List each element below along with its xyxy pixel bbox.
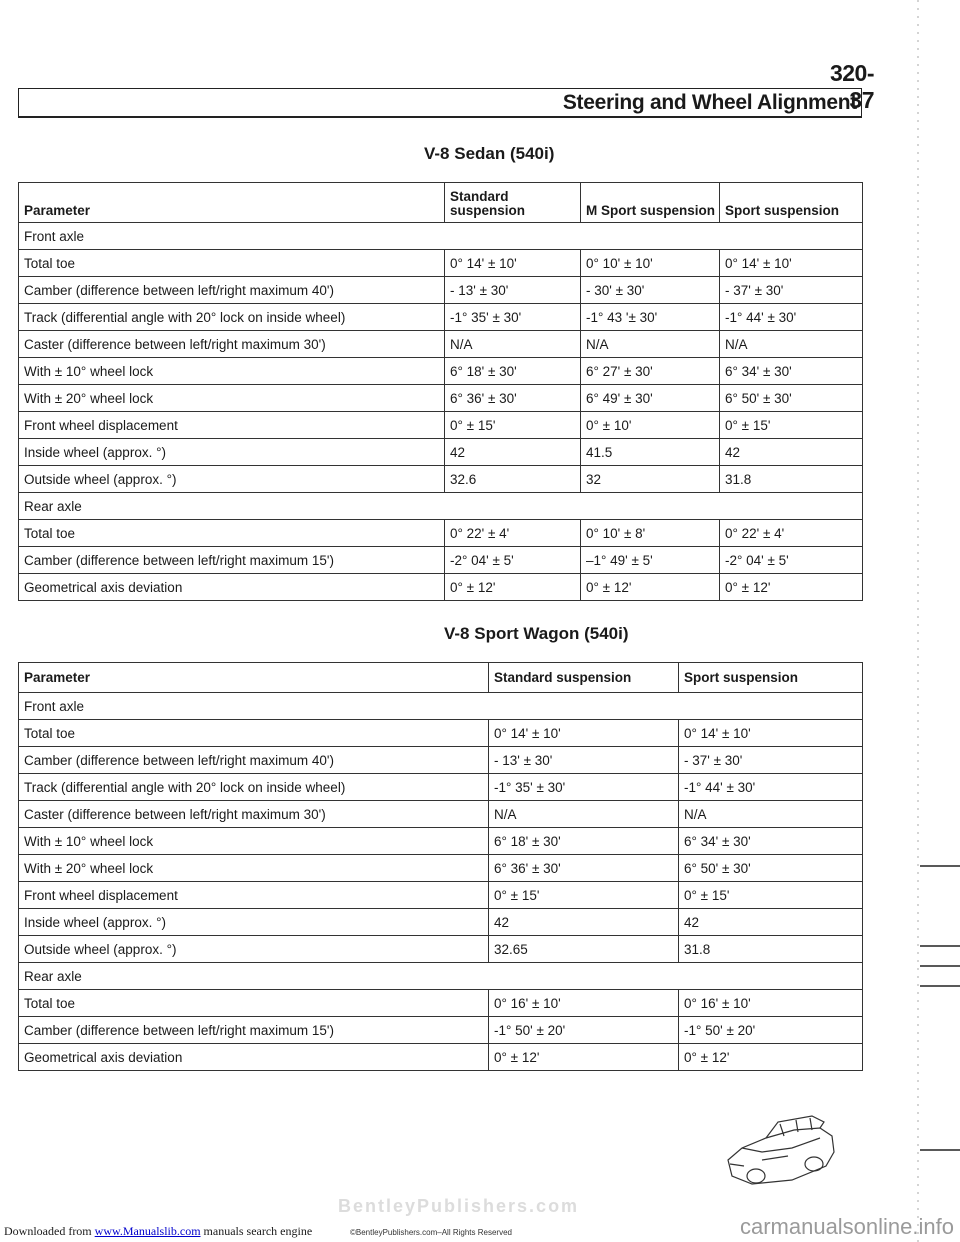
value-cell: -2° 04' ± 5' xyxy=(445,547,581,574)
value-cell: -1° 50' ± 20' xyxy=(679,1017,863,1044)
value-cell: 0° ± 12' xyxy=(720,574,863,601)
parameter-cell: With ± 20° wheel lock xyxy=(19,385,445,412)
table-row xyxy=(19,774,863,801)
value-cell: 6° 36' ± 30' xyxy=(445,385,581,412)
table-row xyxy=(19,882,863,909)
table-row xyxy=(19,909,863,936)
value-cell: 32 xyxy=(581,466,720,493)
parameter-cell: Geometrical axis deviation xyxy=(19,1044,489,1071)
table-row xyxy=(19,828,863,855)
table-row xyxy=(19,1044,863,1071)
value-cell: 6° 34' ± 30' xyxy=(720,358,863,385)
parameter-cell: Total toe xyxy=(19,520,445,547)
wagon-car-illustration xyxy=(722,1108,842,1192)
value-cell: 0° ± 15' xyxy=(720,412,863,439)
table-row xyxy=(19,855,863,882)
parameter-cell: Outside wheel (approx. °) xyxy=(19,466,445,493)
value-cell: 6° 18' ± 30' xyxy=(445,358,581,385)
footer-copyright: ©BentleyPublishers.com–All Rights Reserved xyxy=(350,1228,512,1237)
value-cell: 6° 50' ± 30' xyxy=(679,855,863,882)
column-header-parameter: Parameter xyxy=(19,183,445,223)
table-row xyxy=(19,331,863,358)
table-row xyxy=(19,358,863,385)
value-cell: 0° ± 15' xyxy=(489,882,679,909)
value-cell: -1° 35' ± 30' xyxy=(445,304,581,331)
section-label: Front axle xyxy=(19,223,863,250)
column-header-m-sport: M Sport suspension xyxy=(581,183,720,223)
value-cell: 0° 22' ± 4' xyxy=(445,520,581,547)
chapter-header-box xyxy=(18,88,862,118)
value-cell: N/A xyxy=(445,331,581,358)
table-row xyxy=(19,439,863,466)
value-cell: 0° ± 12' xyxy=(489,1044,679,1071)
value-cell: -1° 44' ± 30' xyxy=(679,774,863,801)
parameter-cell: Track (differential angle with 20° lock on inside wheel) xyxy=(19,304,445,331)
footer-site-watermark: carmanualsonline.info xyxy=(739,1214,954,1239)
value-cell: 0° 22' ± 4' xyxy=(720,520,863,547)
value-cell: 6° 49' ± 30' xyxy=(581,385,720,412)
sedan-section-title: V-8 Sedan (540i) xyxy=(424,144,555,163)
value-cell: 41.5 xyxy=(581,439,720,466)
table-row xyxy=(19,720,863,747)
value-cell: 0° 16' ± 10' xyxy=(679,990,863,1017)
column-header-sport: Sport suspension xyxy=(720,183,863,223)
section-label: Front axle xyxy=(19,693,863,720)
parameter-cell: With ± 20° wheel lock xyxy=(19,855,489,882)
parameter-cell: Caster (difference between left/right maximum 30') xyxy=(19,801,489,828)
parameter-cell: Camber (difference between left/right maximum 40') xyxy=(19,747,489,774)
value-cell: 0° 16' ± 10' xyxy=(489,990,679,1017)
table-row xyxy=(19,520,863,547)
table-header-row xyxy=(19,183,863,223)
table-row xyxy=(19,250,863,277)
parameter-cell: Front wheel displacement xyxy=(19,882,489,909)
column-header-sport: Sport suspension xyxy=(679,663,863,693)
value-cell: 42 xyxy=(720,439,863,466)
table-row xyxy=(19,747,863,774)
value-cell: 6° 34' ± 30' xyxy=(679,828,863,855)
parameter-cell: Total toe xyxy=(19,720,489,747)
margin-marks xyxy=(900,0,960,1242)
footer-watermark: BentleyPublishers.com xyxy=(338,1196,580,1216)
sedan-table-body xyxy=(19,223,863,601)
value-cell: -2° 04' ± 5' xyxy=(720,547,863,574)
value-cell: 0° 14' ± 10' xyxy=(489,720,679,747)
value-cell: 0° ± 10' xyxy=(581,412,720,439)
value-cell: -1° 35' ± 30' xyxy=(489,774,679,801)
value-cell: - 13' ± 30' xyxy=(489,747,679,774)
value-cell: - 13' ± 30' xyxy=(445,277,581,304)
value-cell: –1° 49' ± 5' xyxy=(581,547,720,574)
manualslib-link[interactable]: www.Manualslib.com xyxy=(94,1224,201,1238)
value-cell: 42 xyxy=(445,439,581,466)
parameter-cell: Total toe xyxy=(19,990,489,1017)
parameter-cell: Total toe xyxy=(19,250,445,277)
value-cell: N/A xyxy=(581,331,720,358)
parameter-cell: Inside wheel (approx. °) xyxy=(19,909,489,936)
table-row xyxy=(19,801,863,828)
value-cell: N/A xyxy=(679,801,863,828)
value-cell: -1° 44' ± 30' xyxy=(720,304,863,331)
value-cell: - 37' ± 30' xyxy=(720,277,863,304)
table-row xyxy=(19,574,863,601)
value-cell: 6° 50' ± 30' xyxy=(720,385,863,412)
footer-download-note xyxy=(4,1224,312,1239)
parameter-cell: Outside wheel (approx. °) xyxy=(19,936,489,963)
column-header-standard xyxy=(445,183,581,223)
sedan-alignment-table xyxy=(18,182,863,601)
value-cell: 0° 14' ± 10' xyxy=(720,250,863,277)
footer-download-suffix: manuals search engine xyxy=(200,1224,313,1238)
table-section-row xyxy=(19,493,863,520)
page-number: 320-37 xyxy=(829,60,874,113)
parameter-cell: Front wheel displacement xyxy=(19,412,445,439)
column-header-standard: Standard suspension xyxy=(489,663,679,693)
parameter-cell: Track (differential angle with 20° lock on inside wheel) xyxy=(19,774,489,801)
footer-download-prefix: Downloaded from xyxy=(4,1224,95,1238)
table-row xyxy=(19,1017,863,1044)
wagon-section-title: V-8 Sport Wagon (540i) xyxy=(444,624,629,643)
value-cell: 0° ± 15' xyxy=(445,412,581,439)
wagon-alignment-table xyxy=(18,662,863,1071)
value-cell: N/A xyxy=(720,331,863,358)
value-cell: 6° 27' ± 30' xyxy=(581,358,720,385)
value-cell: 0° 10' ± 8' xyxy=(581,520,720,547)
value-cell: - 37' ± 30' xyxy=(679,747,863,774)
value-cell: -1° 50' ± 20' xyxy=(489,1017,679,1044)
parameter-cell: Camber (difference between left/right maximum 15') xyxy=(19,1017,489,1044)
value-cell: - 30' ± 30' xyxy=(581,277,720,304)
value-cell: 32.6 xyxy=(445,466,581,493)
parameter-cell: Camber (difference between left/right maximum 15') xyxy=(19,547,445,574)
table-row xyxy=(19,304,863,331)
column-header-standard-line2: suspension xyxy=(450,203,526,218)
parameter-cell: With ± 10° wheel lock xyxy=(19,828,489,855)
parameter-cell: Caster (difference between left/right maximum 30') xyxy=(19,331,445,358)
column-header-standard-line1: Standard xyxy=(450,189,509,204)
column-header-parameter: Parameter xyxy=(19,663,489,693)
table-section-row xyxy=(19,963,863,990)
value-cell: 6° 36' ± 30' xyxy=(489,855,679,882)
value-cell: 31.8 xyxy=(720,466,863,493)
value-cell: 42 xyxy=(679,909,863,936)
table-header-row xyxy=(19,663,863,693)
section-label: Rear axle xyxy=(19,493,863,520)
wagon-table-body xyxy=(19,693,863,1071)
value-cell: 0° ± 12' xyxy=(445,574,581,601)
value-cell: 0° ± 12' xyxy=(581,574,720,601)
section-label: Rear axle xyxy=(19,963,863,990)
table-row xyxy=(19,990,863,1017)
value-cell: 31.8 xyxy=(679,936,863,963)
parameter-cell: Inside wheel (approx. °) xyxy=(19,439,445,466)
value-cell: N/A xyxy=(489,801,679,828)
table-row xyxy=(19,412,863,439)
chapter-title: Steering and Wheel Alignment xyxy=(562,91,857,114)
table-section-row xyxy=(19,223,863,250)
table-row xyxy=(19,277,863,304)
value-cell: 32.65 xyxy=(489,936,679,963)
table-row xyxy=(19,466,863,493)
parameter-cell: Geometrical axis deviation xyxy=(19,574,445,601)
parameter-cell: Camber (difference between left/right maximum 40') xyxy=(19,277,445,304)
table-row xyxy=(19,936,863,963)
table-section-row xyxy=(19,693,863,720)
value-cell: 0° 14' ± 10' xyxy=(679,720,863,747)
value-cell: 6° 18' ± 30' xyxy=(489,828,679,855)
table-row xyxy=(19,385,863,412)
value-cell: 0° 10' ± 10' xyxy=(581,250,720,277)
value-cell: 42 xyxy=(489,909,679,936)
value-cell: 0° 14' ± 10' xyxy=(445,250,581,277)
table-row xyxy=(19,547,863,574)
value-cell: 0° ± 12' xyxy=(679,1044,863,1071)
value-cell: 0° ± 15' xyxy=(679,882,863,909)
value-cell: -1° 43 '± 30' xyxy=(581,304,720,331)
parameter-cell: With ± 10° wheel lock xyxy=(19,358,445,385)
